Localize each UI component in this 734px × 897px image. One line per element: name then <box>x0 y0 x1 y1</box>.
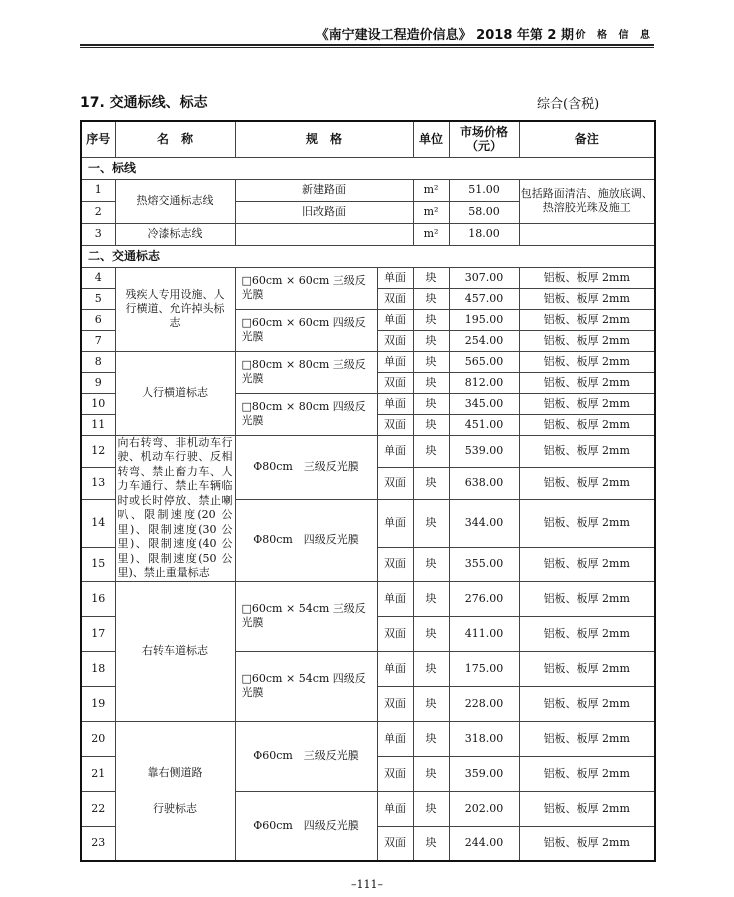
price-cell: 355.00 <box>449 547 519 581</box>
spec-cell: □60cm × 54cm 四级反光膜 <box>235 651 377 721</box>
name-cell <box>115 721 235 861</box>
unit-cell: 块 <box>413 756 449 791</box>
price-cell: 276.00 <box>449 581 519 616</box>
seq-cell: 7 <box>81 330 115 351</box>
section-label: 价 格 信 息 <box>575 30 654 41</box>
col-seq: 序号 <box>81 121 115 157</box>
seq-cell: 19 <box>81 686 115 721</box>
side-cell: 双面 <box>377 372 413 393</box>
price-cell: 51.00 <box>449 179 519 201</box>
spec-cell: □80cm × 80cm 三级反光膜 <box>235 351 377 393</box>
side-cell: 单面 <box>377 791 413 826</box>
side-cell: 单面 <box>377 309 413 330</box>
name-cell: 右转车道标志 <box>115 581 235 721</box>
spec-cell: Φ60cm 三级反光膜 <box>235 721 377 791</box>
note-cell: 铝板、板厚 2mm <box>519 372 655 393</box>
note-cell: 铝板、板厚 2mm <box>519 309 655 330</box>
unit-cell: 块 <box>413 393 449 414</box>
running-header <box>80 22 654 46</box>
section-title: 二、交通标志 <box>81 245 655 267</box>
table-row <box>81 581 655 616</box>
unit-cell: 块 <box>413 330 449 351</box>
spec-cell: Φ80cm 四级反光膜 <box>235 499 377 581</box>
col-spec: 规 格 <box>235 121 413 157</box>
seq-cell: 5 <box>81 288 115 309</box>
seq-cell: 10 <box>81 393 115 414</box>
note-cell: 铝板、板厚 2mm <box>519 686 655 721</box>
seq-cell: 3 <box>81 223 115 245</box>
note-cell: 铝板、板厚 2mm <box>519 756 655 791</box>
table-row <box>81 223 655 245</box>
table-row <box>81 435 655 467</box>
col-price-line2: （元） <box>465 139 502 154</box>
tax-note: 综合(含税) <box>537 97 600 112</box>
spec-cell: □60cm × 60cm 四级反光膜 <box>235 309 377 351</box>
spec-cell: 旧改路面 <box>235 201 413 223</box>
col-name: 名 称 <box>115 121 235 157</box>
name-line1: 靠右侧道路 <box>147 765 203 779</box>
spec-cell: 新建路面 <box>235 179 413 201</box>
note-cell: 铝板、板厚 2mm <box>519 499 655 547</box>
price-cell: 18.00 <box>449 223 519 245</box>
note-cell: 铝板、板厚 2mm <box>519 581 655 616</box>
side-cell: 双面 <box>377 414 413 435</box>
table-row <box>81 351 655 372</box>
page-title: 17. 交通标线、标志 <box>80 95 208 111</box>
unit-cell: m² <box>413 223 449 245</box>
name-cell: 残疾人专用设施、人行横道、允许掉头标志 <box>115 267 235 351</box>
col-price-line1: 市场价格 <box>459 125 508 140</box>
price-cell: 359.00 <box>449 756 519 791</box>
note-cell: 铝板、板厚 2mm <box>519 467 655 499</box>
seq-cell: 9 <box>81 372 115 393</box>
side-cell: 双面 <box>377 826 413 861</box>
spec-cell: □60cm × 60cm 三级反光膜 <box>235 267 377 309</box>
side-cell: 单面 <box>377 721 413 756</box>
unit-cell: 块 <box>413 686 449 721</box>
unit-cell: m² <box>413 201 449 223</box>
unit-cell: 块 <box>413 372 449 393</box>
col-price <box>449 121 519 157</box>
seq-cell: 4 <box>81 267 115 288</box>
seq-cell: 22 <box>81 791 115 826</box>
seq-cell: 13 <box>81 467 115 499</box>
note-cell: 铝板、板厚 2mm <box>519 330 655 351</box>
note-cell: 铝板、板厚 2mm <box>519 288 655 309</box>
col-note: 备注 <box>519 121 655 157</box>
seq-cell: 6 <box>81 309 115 330</box>
seq-cell: 18 <box>81 651 115 686</box>
note-cell: 铝板、板厚 2mm <box>519 616 655 651</box>
price-cell: 202.00 <box>449 791 519 826</box>
side-cell: 双面 <box>377 616 413 651</box>
unit-cell: 块 <box>413 721 449 756</box>
unit-cell: 块 <box>413 414 449 435</box>
side-cell: 双面 <box>377 330 413 351</box>
seq-cell: 23 <box>81 826 115 861</box>
name-cell: 冷漆标志线 <box>115 223 235 245</box>
unit-cell: 块 <box>413 616 449 651</box>
unit-cell: 块 <box>413 309 449 330</box>
price-cell: 195.00 <box>449 309 519 330</box>
side-cell: 单面 <box>377 435 413 467</box>
note-cell: 包括路面清洁、施放底调、热溶胶光珠及施工 <box>519 179 655 223</box>
side-cell: 双面 <box>377 467 413 499</box>
unit-cell: 块 <box>413 499 449 547</box>
seq-cell: 17 <box>81 616 115 651</box>
unit-cell: 块 <box>413 791 449 826</box>
price-cell: 228.00 <box>449 686 519 721</box>
unit-cell: 块 <box>413 288 449 309</box>
seq-cell: 2 <box>81 201 115 223</box>
note-cell <box>519 223 655 245</box>
price-cell: 565.00 <box>449 351 519 372</box>
page-number: –111– <box>351 878 383 891</box>
spec-cell: Φ60cm 四级反光膜 <box>235 791 377 861</box>
unit-cell: 块 <box>413 651 449 686</box>
note-cell: 铝板、板厚 2mm <box>519 393 655 414</box>
side-cell: 单面 <box>377 267 413 288</box>
price-cell: 638.00 <box>449 467 519 499</box>
spec-cell: Φ80cm 三级反光膜 <box>235 435 377 499</box>
header-rule <box>80 47 654 48</box>
unit-cell: 块 <box>413 467 449 499</box>
spec-cell: □80cm × 80cm 四级反光膜 <box>235 393 377 435</box>
seq-cell: 20 <box>81 721 115 756</box>
price-cell: 318.00 <box>449 721 519 756</box>
price-cell: 307.00 <box>449 267 519 288</box>
seq-cell: 12 <box>81 435 115 467</box>
side-cell: 单面 <box>377 351 413 372</box>
note-cell: 铝板、板厚 2mm <box>519 721 655 756</box>
name-cell: 人行横道标志 <box>115 351 235 435</box>
spec-cell <box>235 223 413 245</box>
publication-title: 《南宁建设工程造价信息》 2018 年第 2 期 <box>315 28 574 43</box>
note-cell: 铝板、板厚 2mm <box>519 651 655 686</box>
table-row <box>81 721 655 756</box>
side-cell: 双面 <box>377 547 413 581</box>
price-cell: 344.00 <box>449 499 519 547</box>
price-cell: 175.00 <box>449 651 519 686</box>
seq-cell: 21 <box>81 756 115 791</box>
section-title: 一、标线 <box>81 157 655 179</box>
note-cell: 铝板、板厚 2mm <box>519 435 655 467</box>
price-cell: 244.00 <box>449 826 519 861</box>
note-cell: 铝板、板厚 2mm <box>519 791 655 826</box>
side-cell: 单面 <box>377 581 413 616</box>
table-row <box>81 179 655 201</box>
name-cell: 向右转弯、非机动车行驶、机动车行驶、反相转弯、禁止畜力车、人力车通行、禁止车辆临时或长时停放、禁止喇叭、限制速度(20 公里)、限制速度(30 公里)、限制速度(40 公里)、限制速度(50 公里)、禁止重量标志 <box>115 435 235 581</box>
section-row <box>81 245 655 267</box>
note-cell: 铝板、板厚 2mm <box>519 267 655 288</box>
seq-cell: 16 <box>81 581 115 616</box>
price-cell: 457.00 <box>449 288 519 309</box>
note-cell: 铝板、板厚 2mm <box>519 547 655 581</box>
price-cell: 812.00 <box>449 372 519 393</box>
table-row <box>81 267 655 288</box>
unit-cell: m² <box>413 179 449 201</box>
unit-cell: 块 <box>413 826 449 861</box>
price-table <box>80 120 656 862</box>
unit-cell: 块 <box>413 267 449 288</box>
note-cell: 铝板、板厚 2mm <box>519 414 655 435</box>
name-cell: 热熔交通标志线 <box>115 179 235 223</box>
col-unit: 单位 <box>413 121 449 157</box>
seq-cell: 14 <box>81 499 115 547</box>
unit-cell: 块 <box>413 581 449 616</box>
seq-cell: 8 <box>81 351 115 372</box>
note-cell: 铝板、板厚 2mm <box>519 351 655 372</box>
seq-cell: 15 <box>81 547 115 581</box>
unit-cell: 块 <box>413 435 449 467</box>
price-cell: 345.00 <box>449 393 519 414</box>
side-cell: 双面 <box>377 756 413 791</box>
unit-cell: 块 <box>413 547 449 581</box>
price-cell: 451.00 <box>449 414 519 435</box>
price-cell: 254.00 <box>449 330 519 351</box>
side-cell: 单面 <box>377 393 413 414</box>
seq-cell: 1 <box>81 179 115 201</box>
section-row <box>81 157 655 179</box>
price-cell: 411.00 <box>449 616 519 651</box>
side-cell: 双面 <box>377 686 413 721</box>
seq-cell: 11 <box>81 414 115 435</box>
unit-cell: 块 <box>413 351 449 372</box>
spec-cell: □60cm × 54cm 三级反光膜 <box>235 581 377 651</box>
side-cell: 单面 <box>377 499 413 547</box>
side-cell: 双面 <box>377 288 413 309</box>
note-cell: 铝板、板厚 2mm <box>519 826 655 861</box>
side-cell: 单面 <box>377 651 413 686</box>
price-cell: 58.00 <box>449 201 519 223</box>
name-line2: 行驶标志 <box>153 801 197 815</box>
price-cell: 539.00 <box>449 435 519 467</box>
table-header-row <box>81 121 655 157</box>
